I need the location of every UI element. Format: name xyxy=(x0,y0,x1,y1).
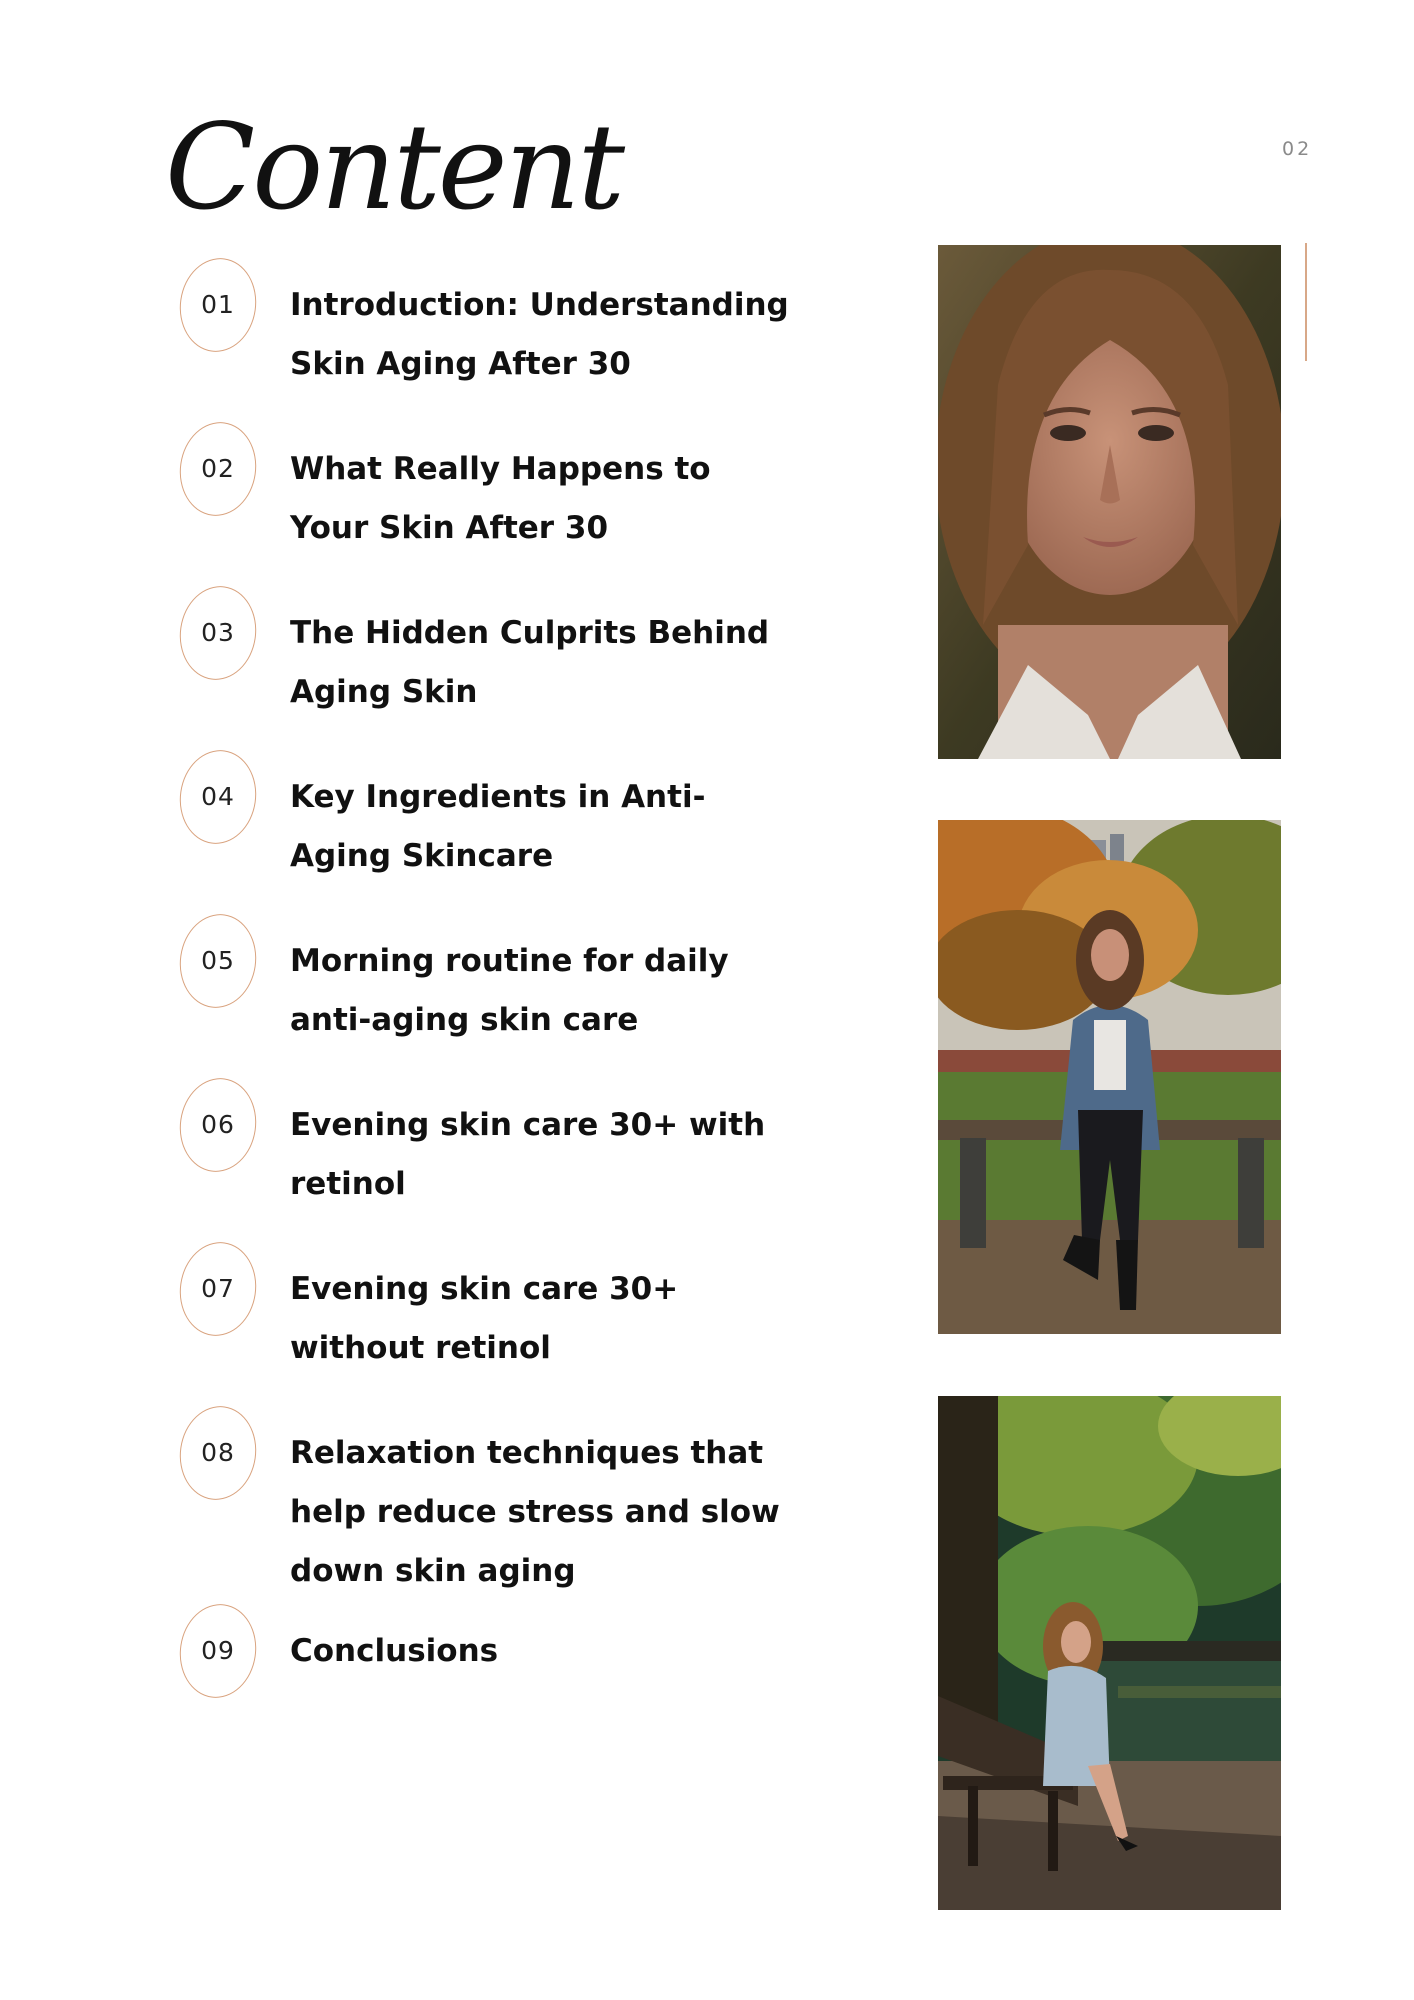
toc-item-number: 01 xyxy=(201,290,235,319)
toc-item-number: 03 xyxy=(201,618,235,647)
page-number: 02 xyxy=(1282,138,1313,160)
toc-item-number: 08 xyxy=(201,1438,235,1467)
park-bench-photo xyxy=(938,820,1281,1334)
toc-item-title: Evening skin care 30+ without retinol xyxy=(290,1271,679,1366)
toc-item-title: What Really Happens to Your Skin After 30 xyxy=(290,451,711,546)
portrait-photo xyxy=(938,245,1281,759)
toc-item-number: 07 xyxy=(201,1274,235,1303)
toc-item-title: Conclusions xyxy=(290,1633,499,1669)
toc-item-number: 02 xyxy=(201,454,235,483)
page-title: Content xyxy=(165,98,622,236)
toc-item-number: 05 xyxy=(201,946,235,975)
lakeside-bench-photo xyxy=(938,1396,1281,1910)
toc-item-title: Morning routine for daily anti-aging skin care xyxy=(290,943,729,1038)
toc-item-title: Key Ingredients in Anti-Aging Skincare xyxy=(290,779,706,874)
toc-item-number: 04 xyxy=(201,782,235,811)
toc-item-title: Introduction: Understanding Skin Aging After 30 xyxy=(290,287,789,382)
accent-divider xyxy=(1305,243,1307,361)
toc-item-number: 06 xyxy=(201,1110,235,1139)
toc-item-title: The Hidden Culprits Behind Aging Skin xyxy=(290,615,770,710)
toc-item-number: 09 xyxy=(201,1636,235,1665)
toc-item-title: Relaxation techniques that help reduce stress and slow down skin aging xyxy=(290,1435,780,1589)
toc-item-title: Evening skin care 30+ with retinol xyxy=(290,1107,766,1202)
